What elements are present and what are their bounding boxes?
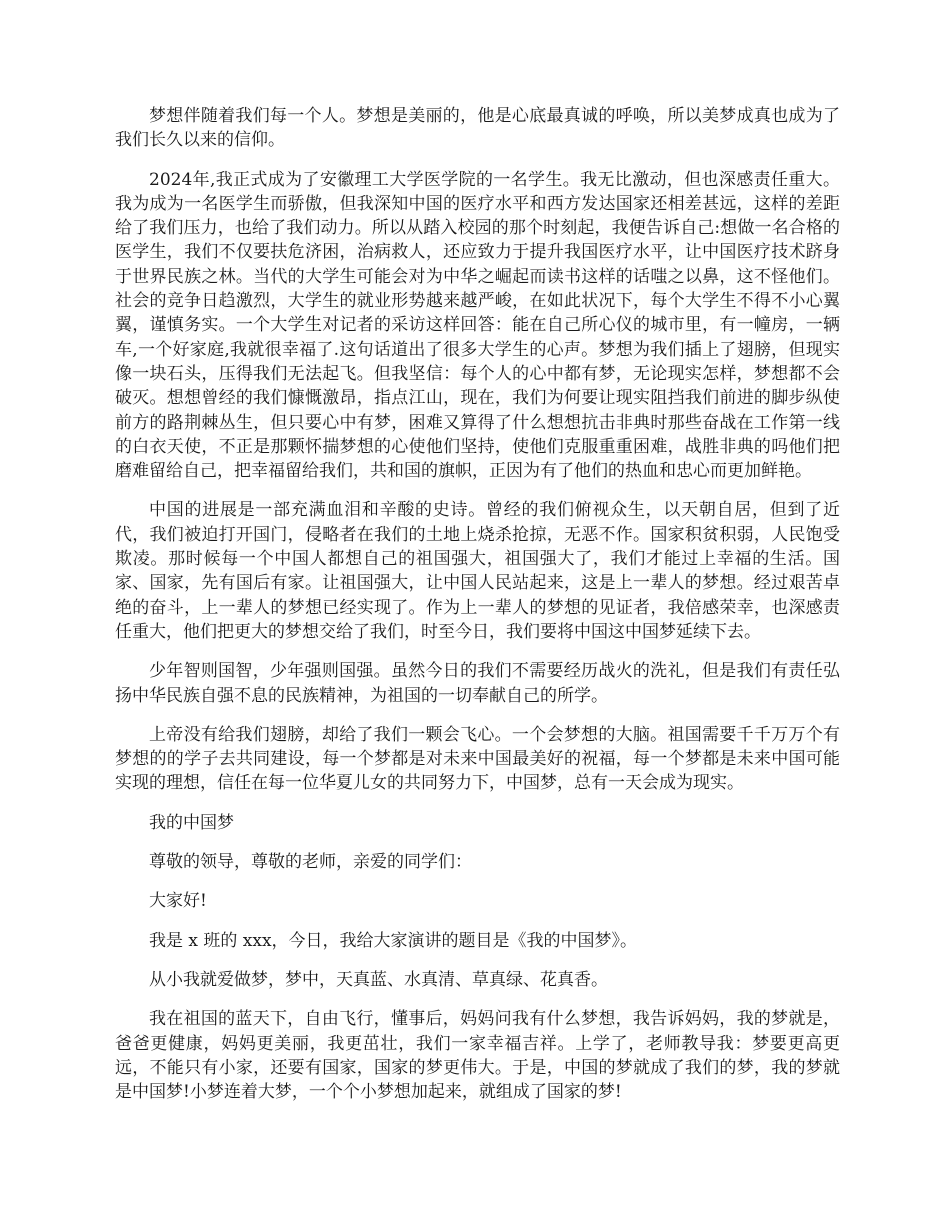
paragraph-wings: 上帝没有给我们翅膀，却给了我们一颗会飞心。一个会梦想的大脑。祖国需要千千万万个有梦想的的学子去共同建设，每一个梦都是对未来中国最美好的祝福，每一个梦都是未来中国可能实现的理想，信任在每一位华夏儿女的共同努力下，中国梦，总有一天会成为现实。 [115, 724, 840, 794]
paragraph-childhood-dream: 从小我就爱做梦，梦中，天真蓝、水真清、草真绿、花真香。 [149, 969, 608, 990]
speech-introduction: 我是 x 班的 xxx，今日，我给大家演讲的题目是《我的中国梦》。 [149, 930, 638, 951]
paragraph-2024: 2024年,我正式成为了安徽理工大学医学院的一名学生。我无比激动，但也深感责任重大。我为成为一名医学生而骄傲，但我深知中国的医疗水平和西方发达国家还相差甚远，这样的差距给了我们压力，也给了我们动力。所以从踏入校园的那个时刻起，我便告诉自己:想做一名合格的医学生，我们不仅要扶危济困，治病救人，还应致力于提升我国医疗水平，让中国医疗技术跻身于世界民族之林。当代的大学生可能会对为中华之崛起而读书这样的话嗤之以鼻，这不怪他们。社会的竞争日趋激烈，大学生的就业形势越来越严峻，在如此状况下，每个大学生不得不小心翼翼，谨慎务实。一个大学生对记者的采访这样回答：能在自己所心仪的城市里，有一幢房，一辆车,一个好家庭,我就很幸福了.这句话道出了很多大学生的心声。梦想为我们插上了翅膀，但现实像一块石头，压得我们无法起飞。但我坚信：每个人的心中都有梦，无论现实怎样，梦想都不会破灭。想想曾经的我们慷慨激昂，指点江山，现在，我们为何要让现实阻挡我们前进的脚步纵使前方的路荆棘丛生，但只要心中有梦，困难又算得了什么想想抗击非典时那些奋战在工作第一线的白衣天使，不正是那颗怀揣梦想的心使他们坚持，使他们克服重重困难，战胜非典的吗他们把磨难留给自己，把幸福留给我们，共和国的旗帜，正因为有了他们的热血和忠心而更加鲜艳。 [115, 169, 840, 482]
document-page [115, 104, 840, 1119]
speech-salutation: 尊敬的领导，尊敬的老师，亲爱的同学们： [149, 852, 472, 873]
speech-title: 我的中国梦 [149, 812, 234, 833]
speech-greeting: 大家好! [149, 891, 207, 912]
paragraph-youth: 少年智则国智，少年强则国强。虽然今日的我们不需要经历战火的洗礼，但是我们有责任弘扬中华民族自强不息的民族精神，为祖国的一切奉献自己的所学。 [115, 661, 840, 706]
paragraph-china-progress: 中国的进展是一部充满血泪和辛酸的史诗。曾经的我们俯视众生，以天朝自居，但到了近代，我们被迫打开国门，侵略者在我们的土地上烧杀抢掠，无恶不作。国家积贫积弱，人民饱受欺凌。那时候每一个中国人都想自己的祖国强大，祖国强大了，我们才能过上幸福的生活。国家、国家，先有国后有家。让祖国强大，让中国人民站起来，这是上一辈人的梦想。经过艰苦卓绝的奋斗，上一辈人的梦想已经实现了。作为上一辈人的梦想的见证者，我倍感荣幸，也深感责任重大，他们把更大的梦想交给了我们，时至今日，我们要将中国这中国梦延续下去。 [115, 500, 840, 642]
paragraph-blue-sky: 我在祖国的蓝天下，自由飞行，懂事后，妈妈问我有什么梦想，我告诉妈妈，我的梦就是，爸爸更健康，妈妈更美丽，我更茁壮，我们一家幸福吉祥。上学了，老师教导我：梦要更高更远，不能只有小家，还要有国家，国家的梦更伟大。于是，中国的梦就成了我们的梦，我的梦就是中国梦!小梦连着大梦，一个个小梦想加起来，就组成了国家的梦! [115, 1009, 840, 1103]
paragraph-intro: 梦想伴随着我们每一个人。梦想是美丽的，他是心底最真诚的呼唤，所以美梦成真也成为了我们长久以来的信仰。 [115, 106, 840, 151]
